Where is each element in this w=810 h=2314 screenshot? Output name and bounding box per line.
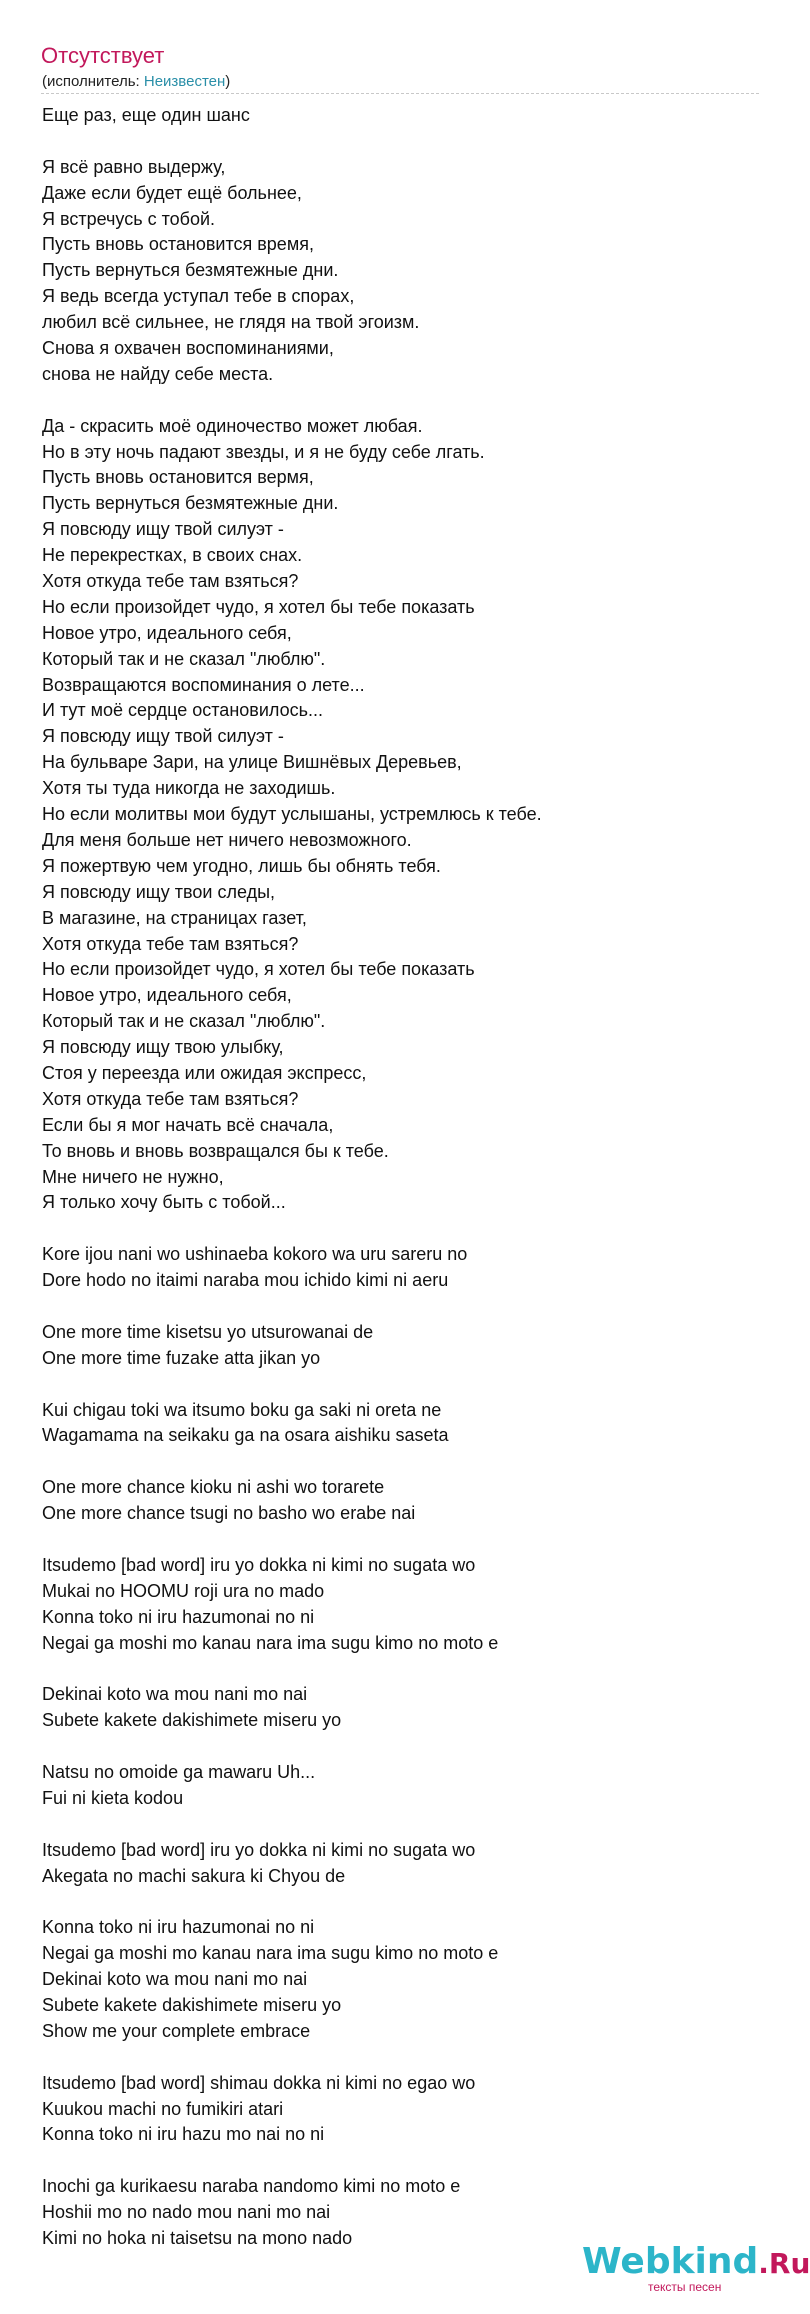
lyric-line: Konna toko ni iru hazumonai no ni: [42, 1606, 315, 1627]
title-divider: [41, 93, 759, 94]
lyric-blank-line: [42, 1216, 762, 1242]
lyric-line: Я повсюду ищу твой силуэт -: [42, 726, 284, 747]
lyric-line: Снова я охвачен воспоминаниями,: [42, 338, 334, 359]
artist-suffix: ): [225, 73, 231, 90]
lyric-line: Пусть вновь остановится время,: [42, 234, 314, 255]
lyric-blank-line: [42, 1656, 762, 1682]
lyric-line: Даже если будет ещё больнее,: [42, 182, 302, 203]
lyric-blank-line: [42, 1449, 762, 1475]
lyric-line: Стоя у переезда или ожидая экспресс,: [42, 1062, 367, 1083]
lyric-line: Wagamama na seikaku ga na osara aishiku saseta: [42, 1425, 449, 1446]
lyric-line: Да - скрасить моё одиночество может любая.: [42, 415, 423, 436]
lyric-line: Inochi ga kurikaesu naraba nandomo kimi no moto e: [42, 2176, 461, 2197]
lyric-line: Hoshii mo no nado mou nani mo nai: [42, 2202, 331, 2223]
lyric-line: Negai ga moshi mo kanau nara ima sugu kimo no moto e: [42, 1632, 499, 1653]
lyric-line: Kimi no hoka ni taisetsu na mono nado: [42, 2228, 353, 2249]
lyric-blank-line: [42, 2148, 762, 2174]
lyric-line: снова не найду себе места.: [42, 363, 274, 384]
lyric-line: Хотя откуда тебе там взяться?: [42, 1088, 299, 1109]
logo-tagline: тексты песен: [648, 2280, 722, 2294]
lyric-line: Не перекрестках, в своих снах.: [42, 545, 303, 566]
lyric-line: Kore ijou nani wo ushinaeba kokoro wa uru sareru no: [42, 1244, 468, 1265]
lyric-line: Еще раз, еще один шанс: [42, 105, 250, 125]
lyric-line: В магазине, на страницах газет,: [42, 907, 307, 928]
logo-brand: Webkind: [582, 2241, 759, 2282]
lyric-line: Dekinai koto wa mou nani mo nai: [42, 1684, 308, 1705]
lyric-line: Subete kakete dakishimete miseru yo: [42, 1710, 342, 1731]
lyric-line: Пусть вернуться безмятежные дни.: [42, 493, 339, 514]
lyric-line: Fui ni kieta kodou: [42, 1787, 184, 1808]
artist-line: [42, 72, 230, 92]
site-logo[interactable]: [582, 2240, 810, 2300]
lyric-line: Новое утро, идеального себя,: [42, 985, 292, 1006]
lyric-line: Если бы я мог начать всё сначала,: [42, 1114, 334, 1135]
logo-tld: .Ru: [758, 2247, 810, 2280]
lyric-blank-line: [42, 129, 762, 155]
lyric-line: Я только хочу быть с тобой...: [42, 1192, 286, 1213]
lyric-line: Dore hodo no itaimi naraba mou ichido kimi ni aeru: [42, 1270, 449, 1291]
lyric-line: Kui chigau toki wa itsumo boku ga saki ni oreta ne: [42, 1399, 442, 1420]
lyric-blank-line: [42, 1734, 762, 1760]
lyric-line: Хотя откуда тебе там взяться?: [42, 571, 299, 592]
artist-link[interactable]: Неизвестен: [143, 73, 226, 90]
lyric-line: Для меня больше нет ничего невозможного.: [42, 829, 412, 850]
lyric-line: Мне ничего не нужно,: [42, 1166, 224, 1187]
lyric-line: Kuukou machi no fumikiri atari: [42, 2098, 284, 2119]
lyric-line: Хотя ты туда никогда не заходишь.: [42, 778, 336, 799]
lyric-line: Пусть вновь остановится вермя,: [42, 467, 314, 488]
lyric-line: Я всё равно выдержу,: [42, 156, 226, 177]
lyric-line: Show me your complete embrace: [42, 2020, 311, 2041]
lyric-line: Itsudemo [bad word] iru yo dokka ni kimi no sugata wo: [42, 1554, 476, 1575]
song-title: Отсутствует: [41, 43, 165, 68]
lyric-blank-line: [42, 1294, 762, 1320]
lyric-blank-line: [42, 388, 762, 414]
lyric-line: Itsudemo [bad word] iru yo dokka ni kimi no sugata wo: [42, 1839, 476, 1860]
lyrics-text: [42, 103, 762, 2252]
lyric-line: Который так и не сказал "люблю".: [42, 1011, 326, 1032]
lyric-line: Который так и не сказал "люблю".: [42, 648, 326, 669]
lyric-line: One more time fuzake atta jikan yo: [42, 1347, 321, 1368]
lyric-blank-line: [42, 1372, 762, 1398]
lyric-line: Я повсюду ищу твои следы,: [42, 881, 276, 902]
lyric-line: Я повсюду ищу твой силуэт -: [42, 519, 284, 540]
lyric-line: Konna toko ni iru hazu mo nai no ni: [42, 2124, 325, 2145]
lyric-line: Хотя откуда тебе там взяться?: [42, 933, 299, 954]
lyric-line: Itsudemo [bad word] shimau dokka ni kimi no egao wo: [42, 2072, 476, 2093]
lyric-blank-line: [42, 1812, 762, 1838]
lyric-line: Subete kakete dakishimete miseru yo: [42, 1995, 342, 2016]
lyric-line: Пусть вернуться безмятежные дни.: [42, 260, 339, 281]
lyric-line: Я встречусь с тобой.: [42, 208, 216, 229]
lyric-line: Negai ga moshi mo kanau nara ima sugu kimo no moto e: [42, 1943, 499, 1964]
lyric-line: Я повсюду ищу твою улыбку,: [42, 1037, 284, 1058]
lyric-line: Dekinai koto wa mou nani mo nai: [42, 1969, 308, 1990]
lyric-line: Возвращаются воспоминания о лете...: [42, 674, 365, 695]
lyric-line: Новое утро, идеального себя,: [42, 622, 292, 643]
lyric-line: Но если молитвы мои будут услышаны, устремлюсь к тебе.: [42, 804, 542, 825]
lyric-line: Konna toko ni iru hazumonai no ni: [42, 1917, 315, 1938]
lyric-line: Akegata no machi sakura ki Chyou de: [42, 1865, 346, 1886]
lyric-blank-line: [42, 2045, 762, 2071]
lyric-line: Я пожертвую чем угодно, лишь бы обнять тебя.: [42, 855, 441, 876]
lyric-line: Я ведь всегда уступал тебе в спорах,: [42, 286, 355, 307]
lyric-line: И тут моё сердце остановилось...: [42, 700, 323, 721]
lyric-line: На бульваре Зари, на улице Вишнёвых Деревьев,: [42, 752, 462, 773]
lyric-blank-line: [42, 1527, 762, 1553]
lyric-line: любил всё сильнее, не глядя на твой эгоизм.: [42, 312, 420, 333]
lyric-line: Natsu no omoide ga mawaru Uh...: [42, 1762, 316, 1782]
lyric-line: Mukai no HOOMU roji ura no mado: [42, 1580, 325, 1601]
lyric-line: One more chance tsugi no basho wo erabe nai: [42, 1503, 416, 1524]
artist-prefix: (исполнитель:: [42, 73, 144, 90]
lyric-line: One more chance kioku ni ashi wo torarete: [42, 1477, 385, 1498]
lyric-line: One more time kisetsu yo utsurowanai de: [42, 1321, 374, 1342]
lyric-line: Но если произойдет чудо, я хотел бы тебе показать: [42, 596, 475, 617]
lyric-line: Но если произойдет чудо, я хотел бы тебе показать: [42, 959, 475, 980]
lyric-blank-line: [42, 1889, 762, 1915]
lyric-line: То вновь и вновь возвращался бы к тебе.: [42, 1140, 389, 1161]
lyric-line: Но в эту ночь падают звезды, и я не буду себе лгать.: [42, 441, 485, 462]
